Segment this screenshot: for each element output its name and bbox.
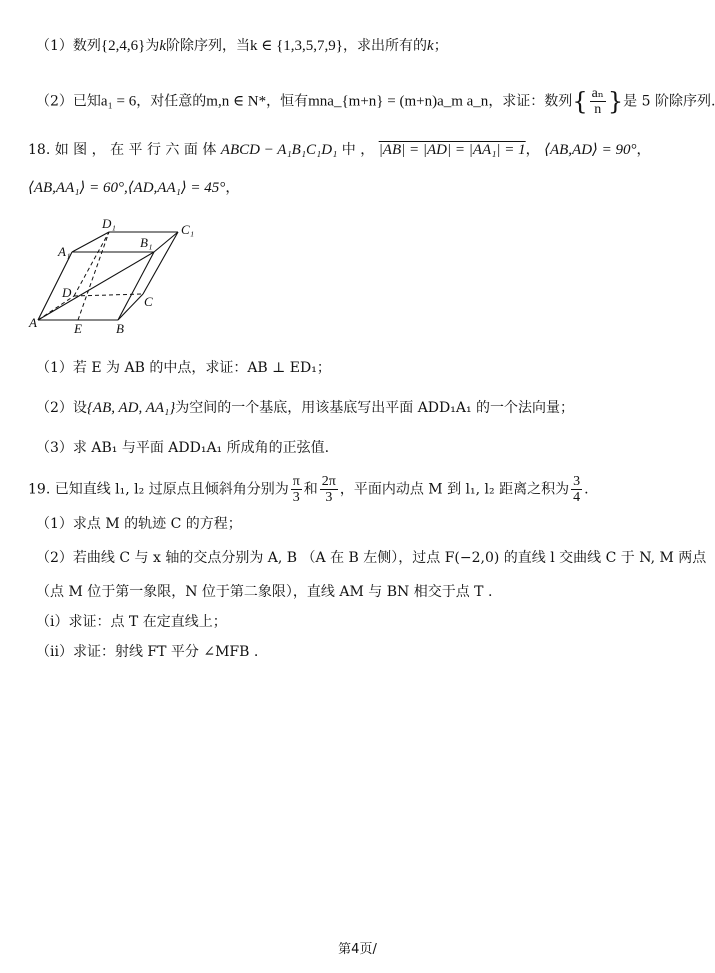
k-condition: k ∈ {1,3,5,7,9}	[250, 38, 344, 54]
q19-part2: （2）若曲线 C 与 x 轴的交点分别为 A, B （A 在 B 左侧），过点 F(−2,0) 的直线 l 交曲线 C 于 N, M 两点	[36, 550, 707, 566]
fraction-3-over-4: $\frac{3}{4}$	[573, 474, 581, 505]
label-A1: A₁	[58, 244, 71, 259]
parallelepiped-figure	[30, 216, 210, 334]
q19-part2-cont: （点 M 位于第一象限，N 位于第二象限），直线 AM 与 BN 相交于点 T .	[36, 584, 493, 600]
label-E: E	[74, 321, 82, 336]
label-D1: D₁	[102, 216, 116, 231]
angle-condition-1: ⟨AB,AD⟩ = 90°	[544, 142, 637, 158]
q19-statement: 19. 已知直线 l₁, l₂ 过原点且倾斜角分别为 $\frac{\pi}{3}$ 和 $\frac{2\pi}{3}$ ，平面内动点 M 到 l₁, l₂ 距离之积为 $\frac{3}{4}$ .	[28, 474, 589, 505]
recurrence-equation: mna_{m+n} = (m+n)a_m a_n	[308, 93, 489, 110]
length-condition: |AB| = |AD| = |AA₁| = 1	[378, 142, 526, 158]
fraction-2pi-over-3: $\frac{2\pi}{3}$	[321, 474, 336, 505]
q18-statement-cont: ⟨AB,AA₁⟩ = 60°,⟨AD,AA₁⟩ = 45°，	[28, 180, 240, 196]
sequence-fraction: $\frac{\text{aₙ}}{n}$	[591, 86, 604, 117]
q17-part1: （1）数列{2,4,6}为k阶除序列，当k ∈ {1,3,5,7,9}，求出所有的k；	[36, 38, 448, 54]
q18-statement: 18. 如 图 ， 在 平 行 六 面 体 ABCD − A₁B₁C₁D₁ 中 ， |AB| = |AD| = |AA₁| = 1， ⟨AB,AD⟩ = 90°，	[28, 142, 651, 158]
label-D: D	[62, 285, 72, 300]
label-B1: B₁	[140, 235, 153, 250]
q18-part3: （3）求 AB₁ 与平面 ADD₁A₁ 所成角的正弦值.	[36, 440, 330, 456]
q19-part2-ii: （ii）求证：射线 FT 平分 ∠MFB .	[36, 644, 259, 660]
fraction-pi-over-3: $\frac{\pi}{3}$	[292, 474, 300, 505]
q18-part1: （1）若 E 为 AB 的中点，求证：AB ⊥ ED₁；	[36, 360, 331, 376]
label-C1: C₁	[181, 222, 195, 237]
basis-set: {AB, AD, AA₁}	[86, 400, 176, 416]
set-246: {2,4,6}	[100, 38, 146, 54]
page-footer: 第4页/	[338, 942, 377, 957]
q19-part1: （1）求点 M 的轨迹 C 的方程；	[36, 516, 242, 532]
label-B: B	[116, 321, 124, 336]
label-C: C	[144, 294, 153, 309]
q19-part2-i: （i）求证：点 T 在定直线上；	[36, 614, 227, 630]
label-A: A	[29, 315, 37, 330]
q18-part2: （2）设{AB, AD, AA₁}为空间的一个基底，用该基底写出平面 ADD₁A₁ 的一个法向量；	[36, 400, 575, 416]
angle-condition-2: ⟨AB,AA₁⟩ = 60°,⟨AD,AA₁⟩ = 45°	[28, 180, 226, 196]
q17-part2: （2）已知a₁ = 6，对任意的m,n ∈ N*，恒有mna_{m+n} = (m+n)a_m a_n，求证：数列{ $\frac{\text{aₙ}}{n}$ }是 5 阶除序列.	[36, 86, 715, 117]
